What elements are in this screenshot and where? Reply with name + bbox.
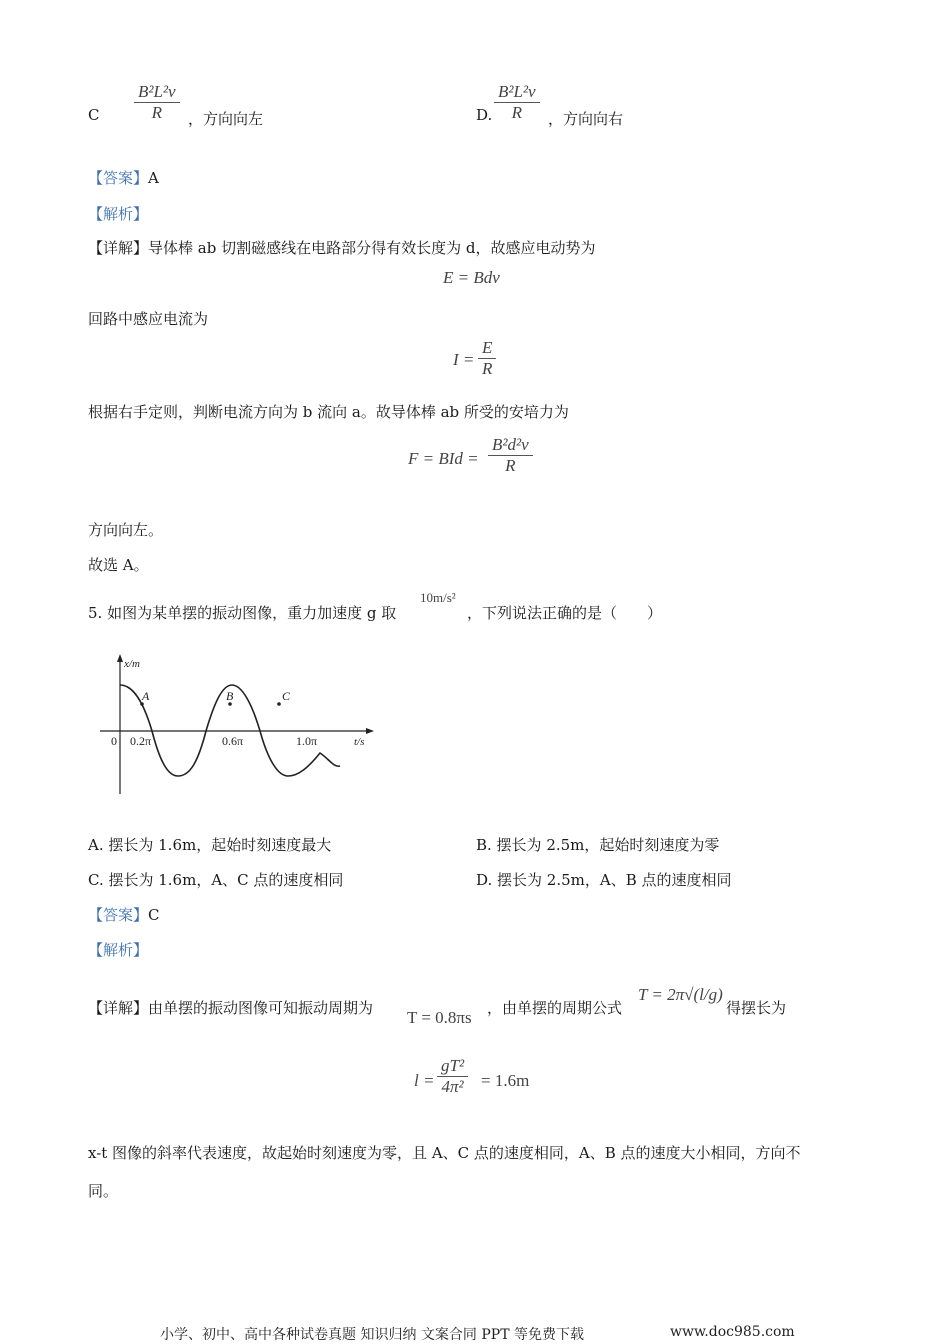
q5-stem-b: ，下列说法正确的是（ ）	[467, 604, 663, 622]
footer-text: 小学、初中、高中各种试卷真题 知识归纳 文案合同 PPT 等免费下载	[160, 1327, 584, 1343]
tick-0-2pi: 0.2π	[130, 734, 152, 748]
q4-line-current: 回路中感应电流为	[88, 310, 209, 328]
q5-detail-c: 得摆长为	[726, 999, 787, 1017]
q5-answer	[88, 904, 160, 925]
q5-option-c: C. 摆长为 1.6m，A、C 点的速度相同	[88, 871, 344, 889]
x-axis-label: t/s	[354, 736, 365, 748]
detail-label: 【详解】	[88, 239, 149, 257]
equation-emf: E = Bdv	[443, 268, 500, 287]
x-axis-arrow	[366, 728, 374, 734]
q4-detail-line-1	[88, 237, 595, 258]
q5-conclusion-2: 同。	[88, 1182, 119, 1200]
q5-detail-line	[88, 997, 373, 1018]
y-axis-arrow	[117, 654, 123, 662]
origin-label: 0	[111, 734, 117, 748]
q4-analysis-label: 【解析】	[88, 205, 149, 223]
q5-option-a: A. 摆长为 1.6m，起始时刻速度最大	[88, 836, 332, 854]
option-d-denominator: R	[511, 103, 522, 122]
current-denominator: R	[482, 359, 493, 378]
point-b-label: B	[226, 689, 234, 703]
q5-answer-value: C	[148, 906, 160, 924]
force-numerator: B²d²v	[492, 435, 529, 454]
equation-force-fraction	[488, 435, 533, 476]
point-c-label: C	[282, 689, 291, 703]
vibration-graph	[96, 652, 386, 802]
q5-period-formula: T = 2π√(l/g)	[638, 985, 723, 1004]
q4-line-choose: 故选 A。	[88, 556, 149, 574]
q5-option-d: D. 摆长为 2.5m，A、B 点的速度相同	[476, 871, 732, 889]
equation-force-lhs: F = BId =	[408, 449, 479, 468]
option-c-denominator: R	[151, 103, 162, 122]
q5-analysis-label: 【解析】	[88, 941, 149, 959]
option-d-fraction	[494, 82, 540, 123]
option-c-text: ，方向向左	[188, 110, 264, 128]
answer-label: 【答案】	[88, 169, 149, 187]
length-numerator: gT²	[441, 1056, 465, 1075]
q5-period-value: T = 0.8πs	[407, 1008, 472, 1027]
q5-detail-label: 【详解】	[88, 999, 149, 1017]
option-d-numerator: B²L²v	[498, 82, 536, 101]
tick-1-0pi: 1.0π	[296, 734, 318, 748]
q4-line-direction: 方向向左。	[88, 521, 164, 539]
equation-length-lhs: l =	[414, 1071, 435, 1090]
q5-option-b: B. 摆长为 2.5m，起始时刻速度为零	[476, 836, 720, 854]
equation-length-result: = 1.6m	[481, 1071, 530, 1090]
y-axis-label: x/m	[124, 658, 140, 670]
option-c-numerator: B²L²v	[138, 82, 176, 101]
q4-answer	[88, 167, 159, 188]
footer-site-link[interactable]: www.doc985.com	[670, 1324, 795, 1340]
q5-conclusion-1: x-t 图像的斜率代表速度，故起始时刻速度为零，且 A、C 点的速度相同，A、B 点的速度大小相同，方向不	[88, 1144, 801, 1162]
answer-value: A	[148, 169, 159, 187]
point-a-label: A	[142, 689, 150, 703]
detail-text: 导体棒 ab 切割磁感线在电路部分得有效长度为 d，故感应电动势为	[148, 239, 596, 257]
option-d-letter: D.	[476, 106, 493, 124]
q5-stem	[88, 602, 396, 623]
q5-answer-label: 【答案】	[88, 906, 149, 924]
equation-length-fraction	[437, 1056, 468, 1097]
q5-gravity-value: 10m/s²	[420, 590, 456, 605]
length-denominator: 4π²	[441, 1077, 464, 1096]
force-denominator: R	[505, 456, 516, 475]
option-d-text: ，方向向右	[548, 110, 624, 128]
current-numerator: E	[482, 338, 493, 357]
q5-stem-a: 5. 如图为某单摆的振动图像，重力加速度 g 取	[88, 604, 397, 622]
q5-detail-a: 由单摆的振动图像可知振动周期为	[148, 999, 374, 1017]
q4-line-rule: 根据右手定则，判断电流方向为 b 流向 a。故导体棒 ab 所受的安培力为	[88, 403, 569, 421]
equation-current-fraction	[478, 338, 496, 379]
option-c-fraction	[134, 82, 180, 123]
tick-0-6pi: 0.6π	[222, 734, 244, 748]
equation-current-lhs: I =	[453, 350, 475, 369]
point-c-marker	[277, 702, 281, 706]
q5-detail-b: ，由单摆的周期公式	[487, 999, 623, 1017]
option-c-letter: C	[88, 106, 100, 124]
